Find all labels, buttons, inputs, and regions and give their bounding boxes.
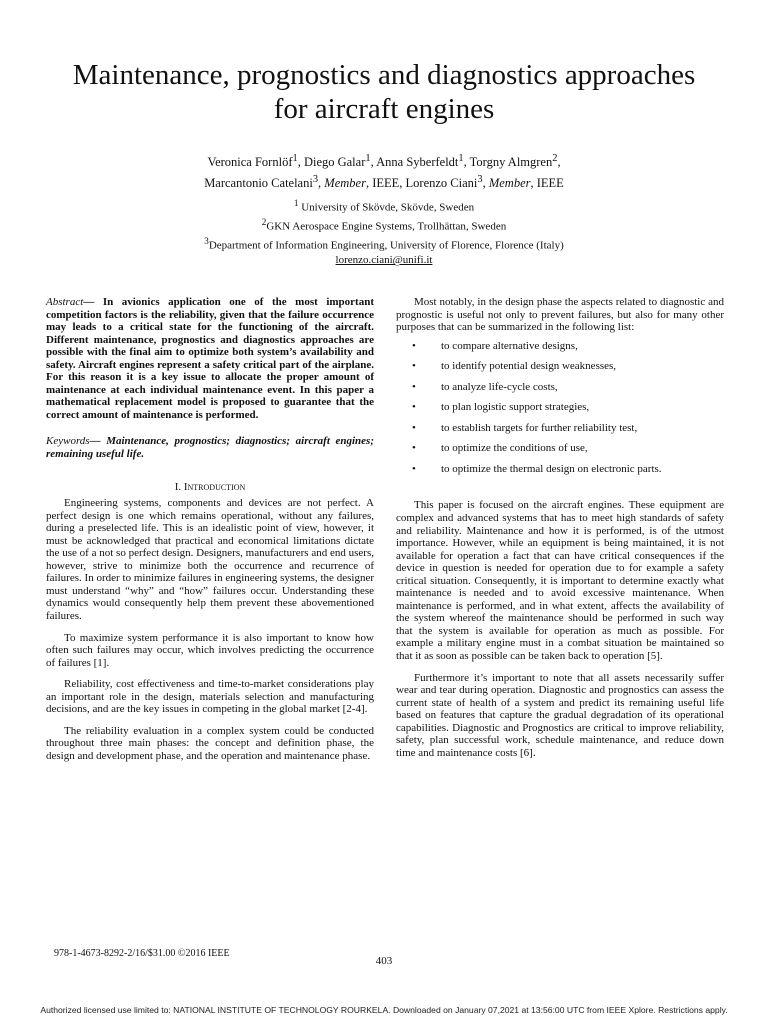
right-column — [396, 296, 724, 768]
title-line-1: Maintenance, prognostics and diagnostics approaches — [72, 59, 696, 91]
paragraph: Most notably, in the design phase the aspects related to diagnostic and prognostic is useful not only to prevent failures, but also for many other purposes that can be summarized in the following list: — [396, 296, 724, 334]
list-item — [396, 422, 724, 435]
author-list — [60, 150, 708, 192]
author-name: Veronica Fornlöf — [207, 155, 293, 170]
paragraph: To maximize system performance it is also important to know how often such failures may occur, which involves predicting the occurrence of failures [1]. — [46, 631, 374, 669]
affil-text: University of Skövde, Skövde, Sweden — [301, 201, 475, 214]
author-name: Torgny Almgren — [469, 155, 553, 170]
affil-mark: 2 — [261, 217, 267, 228]
purpose-list — [396, 340, 724, 476]
bullet-icon: • — [412, 462, 416, 475]
list-item-text: to optimize the conditions of use, — [441, 442, 588, 455]
list-item — [396, 381, 724, 394]
paragraph: The reliability evaluation in a complex system could be conducted throughout three main phases: the concept and definition phase, the design and development phase, and the operation and maintenance phase. — [46, 724, 374, 762]
bullet-icon: • — [412, 421, 416, 434]
list-item — [396, 360, 724, 373]
list-item-text: to analyze life-cycle costs, — [441, 380, 558, 393]
author-affil-mark: 1 — [458, 153, 464, 164]
author-name: Marcantonio Catelani — [204, 176, 313, 191]
paragraph: Engineering systems, components and devices are not perfect. A perfect design is one which remains operational, without any failures, during a preselected life. This is an idealistic point of view, however, it must be acknowledged that practical and economical limitations dictate the use of a not so perfect design. Designers, manufacturers and end users, however, strive to minimize both the occurrence and recurrence of failures. In order to minimize failures in engineering systems, the designer must understand “why” and “how” failures occur. Understanding these dynamics would consequently help them prevent these abovementioned failures. — [46, 497, 374, 623]
paragraph: Furthermore it’s important to note that all assets necessarily suffer wear and tear during operation. Diagnostic and prognostics can assess the current state of health of a system and predict its remaining useful life based on features that capture the gradual degradation of its operational capabilities. Diagnostic and Prognostics are critical to improve reliability, safety, plan successful work, schedule maintenance, and reduce down time and maintenance costs [6]. — [396, 671, 724, 759]
list-item-text: to plan logistic support strategies, — [441, 401, 590, 414]
author-line-2: Marcantonio Catelani$^3$, Member, IEEE, Lorenzo Ciani$^3$, Member, IEEE — [204, 174, 564, 191]
keywords-text: — Maintenance, prognostics; diagnostics; aircraft engines; remaining useful life. — [46, 435, 374, 461]
affil-mark: 3 — [204, 236, 209, 247]
member-label: Member — [488, 176, 531, 191]
list-item — [396, 442, 724, 455]
author-affil-mark: 3 — [312, 174, 319, 186]
copyright-notice: 978-1-4673-8292-2/16/$31.00 ©2016 IEEE — [54, 948, 230, 959]
bullet-icon: • — [412, 360, 416, 373]
author-line-1: Veronica Fornlöf$^1$, Diego Galar$^1$, Anna Syberfeldt$^1$, Torgny Almgren$^2$, — [207, 153, 561, 170]
paragraph: This paper is focused on the aircraft engines. These equipment are complex and advanced systems that has to meet high standards of safety and reliability. Maintenance and how it is performed, is of the utmost importance. However, while an equipment is being maintained, it is not available for operation a fact that can have critical consequences if the device in question is needed for operation due to for example a safety critical situation. Consequently, it is important to determine exactly what maintenance is needed and to avoid excessive maintenance. When maintenance is performed, and in what extent, affects the availability of the system whereof the maintenance should be performed in such way that the system is available for operation as much as possible. For example a military engine must in a combat situation be maintained so that it as soon as possible can be taken back to operation [5]. — [396, 499, 724, 663]
affiliation — [60, 196, 708, 215]
author-name: Diego Galar — [303, 155, 366, 170]
section-heading: I. Introduction — [174, 480, 246, 493]
bullet-icon: • — [412, 339, 416, 352]
paragraph: Reliability, cost effectiveness and time-to-market considerations play an important role in the design, materials selection and manufacturing decisions, and are the key issues in competing in the global market [2-4]. — [46, 678, 374, 716]
paper-title — [30, 58, 738, 126]
bullet-icon: • — [412, 401, 416, 414]
abstract — [46, 296, 374, 421]
affil-mark: 1 — [293, 198, 299, 208]
list-item-text: to optimize the thermal design on electronic parts. — [441, 462, 662, 475]
keywords-label: Keywords — [46, 435, 90, 448]
author-name: IEEE, Lorenzo Ciani — [372, 176, 478, 191]
list-item-text: to identify potential design weaknesses, — [441, 360, 617, 373]
abstract-text: — In avionics application one of the most important competition factors is the reliability, given that the failure occurrence may leads to a critical state for the functioning of the aircraft. Different maintenance, prognostics and diagnostics approaches are possible with the final aim to optimize both system’s availability and safety. Aircraft engines represent a safety critical part of the airplane. For this reason it is a key issue to allocate the proper amount of maintenance at each individual maintenance event. In this paper a mathematical replacement model is proposed to guarantee that the correct amount of maintenance is performed. — [46, 296, 374, 421]
list-item-text: to establish targets for further reliability test, — [441, 421, 638, 434]
abstract-label: Abstract — [46, 296, 84, 308]
bullet-icon: • — [412, 380, 416, 393]
page-number: 403 — [375, 955, 393, 967]
author-affil-mark: 3 — [477, 174, 483, 186]
member-label: Member — [324, 176, 366, 191]
title-line-2: for aircraft engines — [273, 93, 495, 125]
author-name: Anna Syberfeldt — [376, 155, 459, 170]
email-link[interactable]: lorenzo.ciani@unifi.it — [335, 254, 433, 267]
affil-text: GKN Aerospace Engine Systems, Trollhättan, Sweden — [266, 220, 507, 233]
affiliations — [60, 196, 708, 268]
keywords — [46, 435, 374, 460]
affiliation — [60, 234, 708, 253]
list-item — [396, 401, 724, 414]
ieee-label: IEEE — [536, 176, 564, 191]
license-notice: Authorized licensed use limited to: NATIONAL INSTITUTE OF TECHNOLOGY ROURKELA. Downloaded on January 07,2021 at 13:56:00 UTC from IEEE Xplore. Restrictions apply. — [40, 1005, 728, 1015]
author-affil-mark: 2 — [552, 153, 558, 164]
affil-text: Department of Information Engineering, University of Florence, Florence (Italy) — [208, 239, 564, 252]
author-affil-mark: 1 — [292, 153, 298, 164]
list-item — [396, 340, 724, 353]
bullet-icon: • — [412, 442, 416, 455]
left-column — [46, 296, 374, 772]
author-affil-mark: 1 — [365, 153, 371, 164]
affiliation — [60, 215, 708, 234]
list-item-text: to compare alternative designs, — [441, 339, 578, 352]
list-item — [396, 463, 724, 476]
